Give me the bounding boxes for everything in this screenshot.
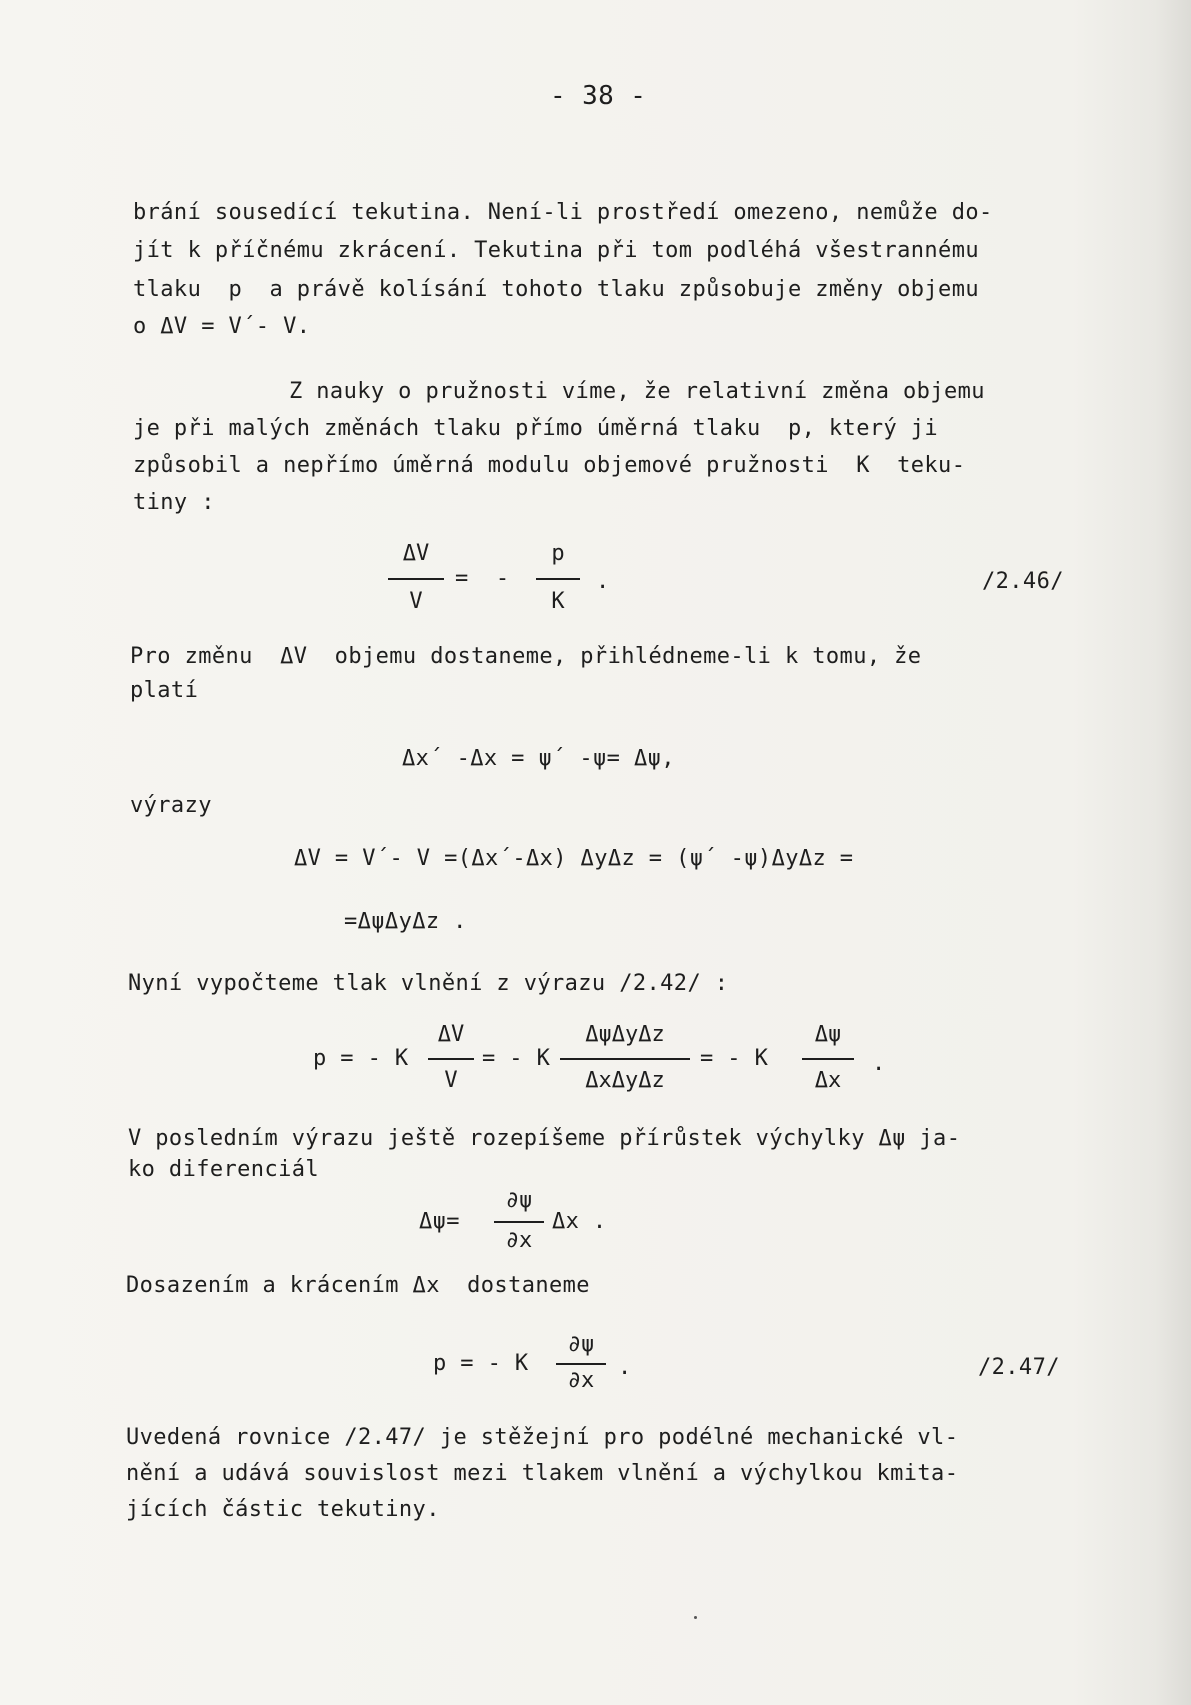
ink-speck bbox=[694, 1616, 697, 1619]
text-line: způsobil a nepřímo úměrná modulu objemové pružnosti K teku- bbox=[133, 453, 966, 478]
text-line: Dosazením a krácením Δx dostaneme bbox=[126, 1273, 590, 1298]
text-line: Uvedená rovnice /2.47/ je stěžejní pro podélné mechanické vl- bbox=[126, 1425, 959, 1450]
equation-p-start: p = - K bbox=[313, 1046, 409, 1071]
equation-diff-right: Δx . bbox=[552, 1209, 607, 1234]
fraction-numerator: ΔV bbox=[402, 541, 430, 566]
text-line: o ΔV = V´- V. bbox=[133, 314, 311, 339]
equation-operator: = - K bbox=[700, 1046, 769, 1071]
page-number: - 38 - bbox=[550, 81, 647, 111]
fraction-denominator: ∂x bbox=[567, 1368, 595, 1393]
text-line: Nyní vypočteme tlak vlnění z výrazu /2.42/ : bbox=[128, 971, 729, 996]
fraction-denominator: V bbox=[409, 589, 423, 614]
text-line: Z nauky o pružnosti víme, že relativní změna objemu bbox=[289, 379, 985, 404]
fraction-bar bbox=[556, 1363, 606, 1365]
text-line: tlaku p a právě kolísání tohoto tlaku způsobuje změny objemu bbox=[133, 277, 979, 302]
equation-operator: = - K bbox=[482, 1046, 551, 1071]
fraction-denominator: Δx bbox=[814, 1068, 842, 1093]
equation-dx: Δx´ -Δx = ψ´ -ψ= Δψ, bbox=[402, 746, 675, 771]
fraction-numerator: ∂ψ bbox=[505, 1188, 533, 1213]
equation-247-left: p = - K bbox=[433, 1351, 529, 1376]
fraction-numerator: ΔV bbox=[437, 1022, 465, 1047]
equation-period: . bbox=[596, 569, 610, 594]
equation-dv-line1: ΔV = V´- V =(Δx´-Δx) ΔyΔz = (ψ´ -ψ)ΔyΔz = bbox=[294, 846, 854, 871]
fraction-partial bbox=[556, 1332, 606, 1394]
fraction-numerator: ΔψΔyΔz bbox=[585, 1022, 665, 1047]
equation-label: /2.47/ bbox=[978, 1355, 1060, 1380]
text-line: Pro změnu ΔV objemu dostaneme, přihlédneme-li k tomu, že bbox=[130, 644, 922, 669]
fraction-denominator: ∂x bbox=[505, 1228, 533, 1253]
equation-period: . bbox=[872, 1051, 886, 1076]
fraction-numerator: p bbox=[551, 541, 565, 566]
text-line: je při malých změnách tlaku přímo úměrná tlaku p, který ji bbox=[133, 416, 939, 441]
fraction-p-k bbox=[536, 541, 580, 615]
equation-operator: = - bbox=[455, 566, 510, 591]
text-line: jících částic tekutiny. bbox=[126, 1497, 440, 1522]
text-line: ko diferenciál bbox=[128, 1157, 320, 1182]
fraction-dv-v bbox=[388, 541, 444, 615]
text-line: výrazy bbox=[130, 793, 212, 818]
text-line: brání sousedící tekutina. Není-li prostředí omezeno, nemůže do- bbox=[133, 200, 993, 225]
fraction-bar bbox=[388, 578, 444, 580]
fraction-denominator: V bbox=[444, 1068, 458, 1093]
fraction-dpsi bbox=[560, 1022, 690, 1094]
fraction-bar bbox=[560, 1058, 690, 1060]
equation-label: /2.46/ bbox=[982, 569, 1064, 594]
text-line: platí bbox=[130, 678, 199, 703]
text-line: V posledním výrazu ještě rozepíšeme přírůstek výchylky Δψ ja- bbox=[128, 1126, 961, 1151]
fraction-bar bbox=[494, 1221, 544, 1223]
fraction-numerator: ∂ψ bbox=[567, 1332, 595, 1357]
fraction-bar bbox=[802, 1058, 854, 1060]
fraction-denominator: K bbox=[551, 589, 565, 614]
equation-diff-left: Δψ= bbox=[419, 1209, 460, 1234]
equation-dv-line2: =ΔψΔyΔz . bbox=[344, 909, 467, 934]
fraction-dv-v bbox=[428, 1022, 474, 1094]
equation-period: . bbox=[618, 1355, 632, 1380]
fraction-dpsi-dx bbox=[802, 1022, 854, 1094]
fraction-numerator: Δψ bbox=[814, 1022, 842, 1047]
fraction-bar bbox=[536, 578, 580, 580]
fraction-denominator: ΔxΔyΔz bbox=[585, 1068, 665, 1093]
text-line: jít k příčnému zkrácení. Tekutina při tom podléhá všestrannému bbox=[133, 238, 979, 263]
fraction-bar bbox=[428, 1058, 474, 1060]
text-line: nění a udává souvislost mezi tlakem vlnění a výchylkou kmita- bbox=[126, 1461, 959, 1486]
text-line: tiny : bbox=[133, 490, 215, 515]
fraction-partial bbox=[494, 1188, 544, 1254]
